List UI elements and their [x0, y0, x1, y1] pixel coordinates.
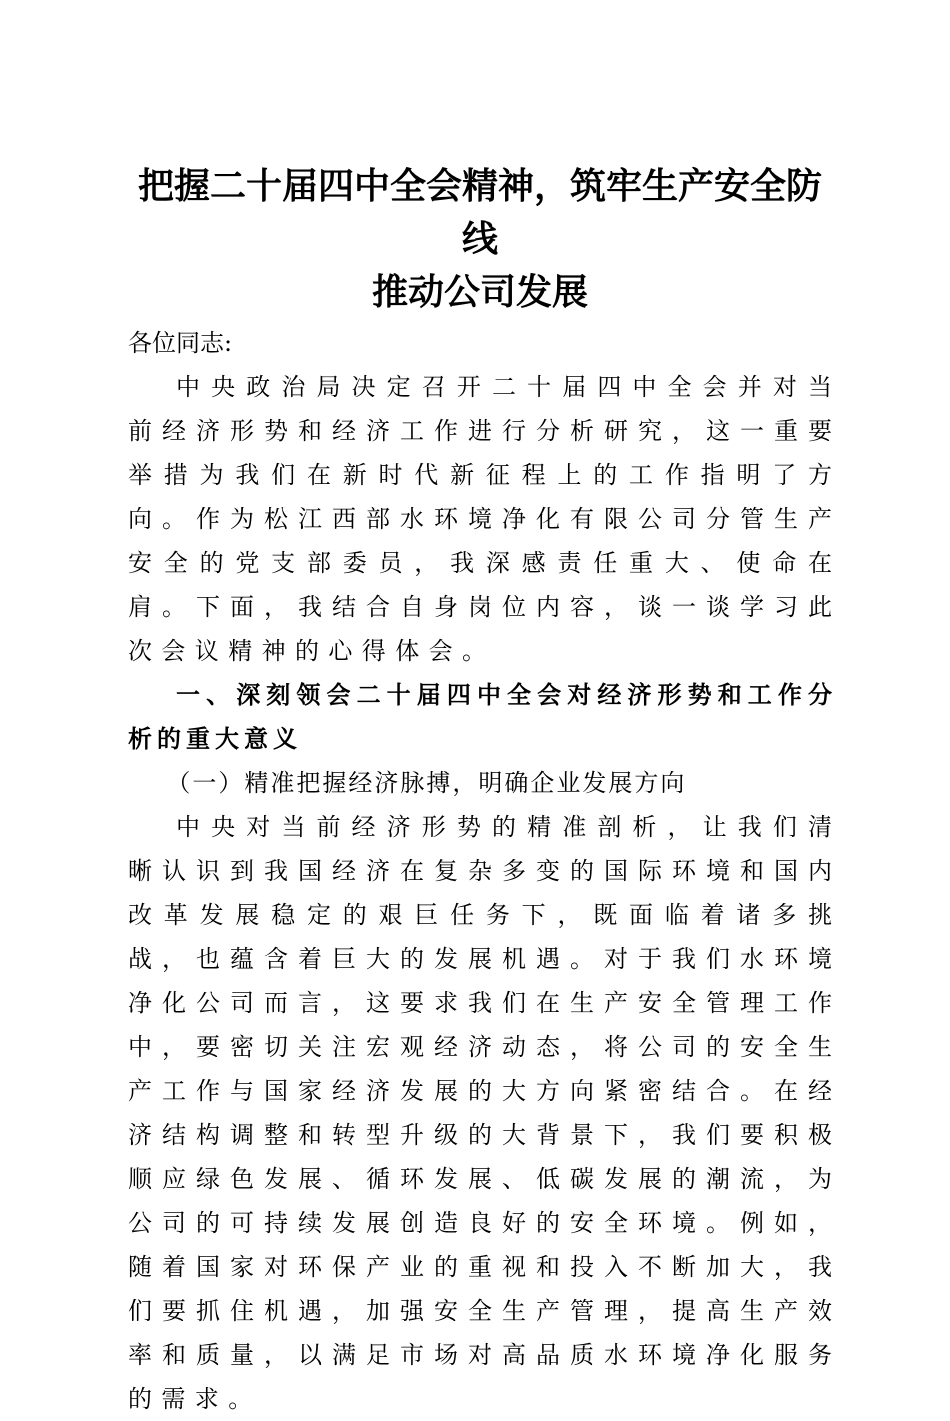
document-title	[128, 160, 832, 319]
intro-paragraph: 中央政治局决定召开二十届四中全会并对当前经济形势和经济工作进行分析研究，这一重要举措为我们在新时代新征程上的工作指明了方向。作为松江西部水环境净化有限公司分管生产安全的党支部委员，我深感责任重大、使命在肩。下面，我结合自身岗位内容，谈一谈学习此次会议精神的心得体会。	[128, 373, 842, 665]
body-paragraph: 中央对当前经济形势的精准剖析，让我们清晰认识到我国经济在复杂多变的国际环境和国内改革发展稳定的艰巨任务下，既面临着诸多挑战，也蕴含着巨大的发展机遇。对于我们水环境净化公司而言，这要求我们在生产安全管理工作中，要密切关注宏观经济动态，将公司的安全生产工作与国家经济发展的大方向紧密结合。在经济结构调整和转型升级的大背景下，我们要积极顺应绿色发展、循环发展、低碳发展的潮流，为公司的可持续发展创造良好的安全环境。例如，随着国家对环保产业的重视和投入不断加大，我们要抓住机遇，加强安全生产管理，提高生产效率和质量，以满足市场对高品质水环境净化服务的需求。	[128, 813, 842, 1413]
salutation: 各位同志:	[128, 329, 233, 357]
subsection-heading-1-1: （一）精准把握经济脉搏，明确企业发展方向	[166, 769, 687, 797]
section-heading-1: 一、深刻领会二十届四中全会对经济形势和工作分析的重大意义	[128, 681, 837, 753]
title-line-1: 把握二十届四中全会精神，筑牢生产安全防线	[137, 165, 822, 260]
title-line-2: 推动公司发展	[371, 271, 588, 313]
document-content	[128, 160, 842, 1421]
